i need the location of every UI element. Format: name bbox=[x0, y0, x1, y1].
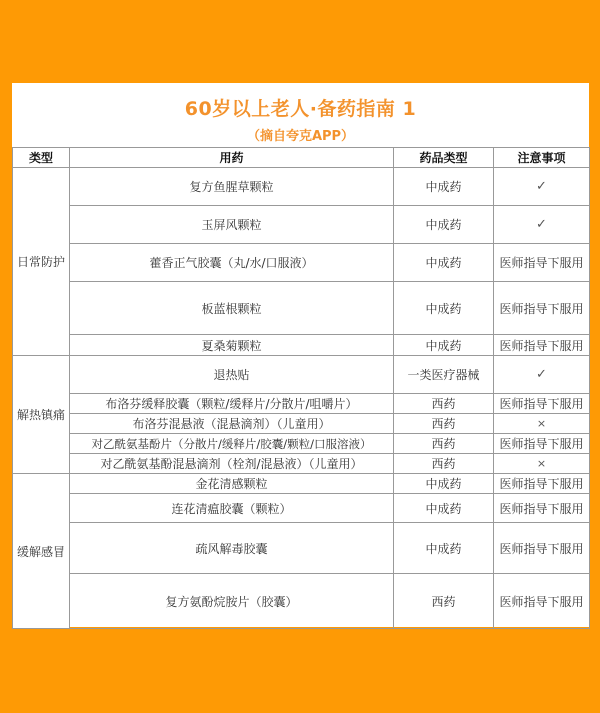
table-row bbox=[13, 434, 590, 454]
table-row bbox=[13, 574, 590, 629]
header-drug-type: 药品类型 bbox=[394, 148, 494, 168]
drug-name: 玉屏风颗粒 bbox=[70, 206, 394, 244]
drug-type: 中成药 bbox=[394, 168, 494, 206]
drug-note: 医师指导下服用 bbox=[494, 474, 590, 494]
drug-type: 中成药 bbox=[394, 206, 494, 244]
drug-note: 医师指导下服用 bbox=[494, 394, 590, 414]
drug-type: 中成药 bbox=[394, 494, 494, 523]
cross-icon: × bbox=[494, 414, 590, 434]
drug-name: 疏风解毒胶囊 bbox=[70, 523, 394, 574]
drug-type: 中成药 bbox=[394, 282, 494, 335]
drug-name: 布洛芬混悬液（混悬滴剂）（儿童用） bbox=[70, 414, 394, 434]
table-row bbox=[13, 335, 590, 356]
table-row bbox=[13, 454, 590, 474]
drug-name: 布洛芬缓释胶囊（颗粒/缓释片/分散片/咀嚼片） bbox=[70, 394, 394, 414]
drug-name: 退热贴 bbox=[70, 356, 394, 394]
table-row bbox=[13, 244, 590, 282]
category-fever-pain: 解热镇痛 bbox=[13, 356, 70, 474]
cross-icon: × bbox=[494, 454, 590, 474]
check-icon: ✓ bbox=[494, 168, 590, 206]
title-block bbox=[12, 83, 589, 147]
drug-type: 中成药 bbox=[394, 474, 494, 494]
drug-type: 西药 bbox=[394, 574, 494, 629]
table-row bbox=[13, 523, 590, 574]
table-row bbox=[13, 356, 590, 394]
table-row bbox=[13, 494, 590, 523]
page-title: 60岁以上老人·备药指南 1 bbox=[184, 98, 417, 120]
drug-type: 西药 bbox=[394, 454, 494, 474]
drug-note: 医师指导下服用 bbox=[494, 282, 590, 335]
table-row bbox=[13, 168, 590, 206]
drug-type: 西药 bbox=[394, 414, 494, 434]
header-category: 类型 bbox=[13, 148, 70, 168]
drug-name: 金花清感颗粒 bbox=[70, 474, 394, 494]
table-row bbox=[13, 282, 590, 335]
category-cold-relief: 缓解感冒 bbox=[13, 474, 70, 629]
header-notes: 注意事项 bbox=[494, 148, 590, 168]
page-subtitle: （摘自夸克APP） bbox=[246, 129, 355, 144]
drug-note: 医师指导下服用 bbox=[494, 574, 590, 629]
drug-name: 连花清瘟胶囊（颗粒） bbox=[70, 494, 394, 523]
drug-type: 中成药 bbox=[394, 244, 494, 282]
drug-name: 复方鱼腥草颗粒 bbox=[70, 168, 394, 206]
category-daily-protection: 日常防护 bbox=[13, 168, 70, 356]
drug-name: 夏桑菊颗粒 bbox=[70, 335, 394, 356]
check-icon: ✓ bbox=[494, 206, 590, 244]
drug-note: 医师指导下服用 bbox=[494, 244, 590, 282]
drug-note: 医师指导下服用 bbox=[494, 494, 590, 523]
drug-name: 对乙酰氨基酚片（分散片/缓释片/胶囊/颗粒/口服溶液） bbox=[70, 434, 394, 454]
table-header-row bbox=[13, 148, 590, 168]
table-row bbox=[13, 414, 590, 434]
drug-type: 中成药 bbox=[394, 335, 494, 356]
drug-name: 板蓝根颗粒 bbox=[70, 282, 394, 335]
drug-note: 医师指导下服用 bbox=[494, 335, 590, 356]
guide-card bbox=[12, 83, 589, 627]
drug-note: 医师指导下服用 bbox=[494, 523, 590, 574]
table-row bbox=[13, 474, 590, 494]
table-row bbox=[13, 394, 590, 414]
drug-name: 对乙酰氨基酚混悬滴剂（栓剂/混悬液）（儿童用） bbox=[70, 454, 394, 474]
drug-note: 医师指导下服用 bbox=[494, 434, 590, 454]
medicine-table bbox=[12, 147, 590, 629]
drug-type: 中成药 bbox=[394, 523, 494, 574]
drug-type: 西药 bbox=[394, 434, 494, 454]
drug-type: 西药 bbox=[394, 394, 494, 414]
drug-type: 一类医疗器械 bbox=[394, 356, 494, 394]
table-row bbox=[13, 206, 590, 244]
header-drug: 用药 bbox=[70, 148, 394, 168]
check-icon: ✓ bbox=[494, 356, 590, 394]
drug-name: 复方氨酚烷胺片（胶囊） bbox=[70, 574, 394, 629]
drug-name: 藿香正气胶囊（丸/水/口服液） bbox=[70, 244, 394, 282]
